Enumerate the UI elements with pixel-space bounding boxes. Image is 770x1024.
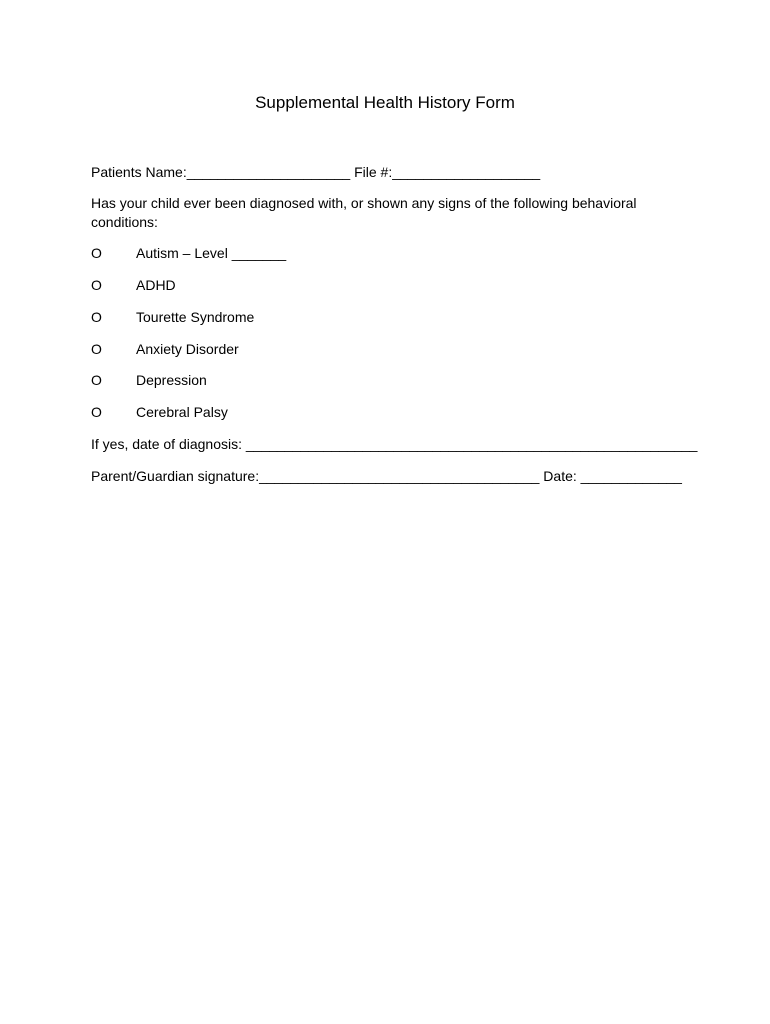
option-adhd[interactable] (91, 276, 176, 295)
option-label: Depression (136, 372, 207, 388)
option-checkbox-mark[interactable]: O (91, 372, 102, 388)
patient-name-file-line[interactable]: Patients Name:_____________________ File #:___________________ (91, 164, 541, 180)
option-checkbox-mark[interactable]: O (91, 277, 102, 293)
option-checkbox-mark[interactable]: O (91, 309, 102, 325)
form-title: Supplemental Health History Form (255, 93, 515, 112)
option-label: Cerebral Palsy (136, 404, 228, 420)
diagnosis-date-line[interactable]: If yes, date of diagnosis: __________________________________________________________ (91, 436, 698, 452)
option-tourette-syndrome[interactable] (91, 308, 254, 327)
option-cerebral-palsy[interactable] (91, 403, 228, 422)
option-checkbox-mark[interactable]: O (91, 341, 102, 357)
option-depression[interactable] (91, 371, 207, 390)
option-anxiety-disorder[interactable] (91, 340, 239, 359)
behavioral-conditions-question: Has your child ever been diagnosed with, or shown any signs of the following behavioral conditions: (91, 195, 637, 230)
option-label: Tourette Syndrome (136, 309, 255, 325)
option-label: Anxiety Disorder (136, 341, 239, 357)
option-checkbox-mark[interactable]: O (91, 404, 102, 420)
option-checkbox-mark[interactable]: O (91, 245, 102, 261)
signature-date-line[interactable]: Parent/Guardian signature:____________________________________ Date: _____________ (91, 468, 682, 484)
option-autism[interactable] (91, 244, 286, 263)
option-label: ADHD (136, 277, 176, 293)
option-label: Autism – Level _______ (136, 245, 287, 261)
